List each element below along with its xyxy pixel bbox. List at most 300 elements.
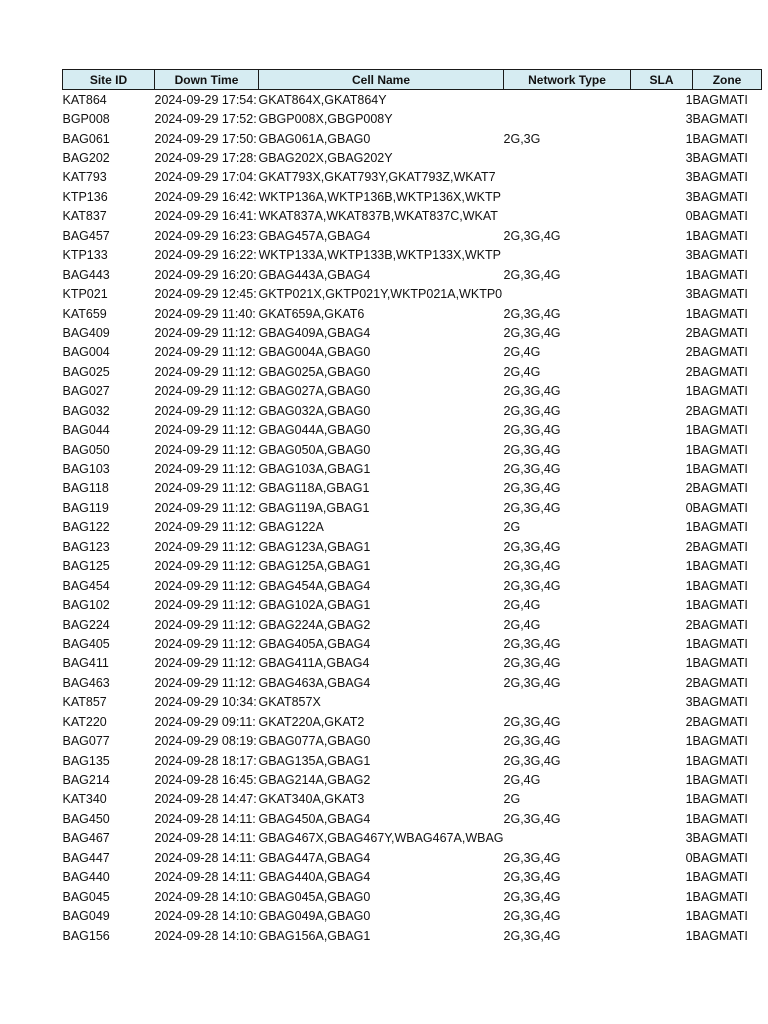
network-type-cell <box>504 246 631 265</box>
cell-name-cell: GBAG119A,GBAG1 <box>258 500 370 515</box>
sla-cell: 0 <box>685 209 693 224</box>
table-row <box>63 382 762 401</box>
down-time-cell: 2024-09-29 11:12: <box>154 520 256 535</box>
table-row <box>63 673 762 692</box>
site-id-cell: BAG118 <box>62 481 109 496</box>
sla-cell: 3 <box>685 151 693 166</box>
sla-cell: 1 <box>685 306 693 321</box>
network-type-cell: 2G,3G,4G <box>503 500 561 515</box>
cell-name-cell: GBAG409A,GBAG4 <box>258 325 371 340</box>
network-type-cell: 2G,3G,4G <box>503 228 561 243</box>
header-network-type: Network Type <box>504 70 631 90</box>
zone-cell: BAGMATI <box>692 267 748 282</box>
site-id-cell: BAG202 <box>62 151 110 166</box>
down-time-cell: 2024-09-28 14:10: <box>154 928 257 943</box>
network-type-cell <box>504 187 631 206</box>
site-id-cell: BAG440 <box>62 870 110 885</box>
down-time-cell: 2024-09-29 17:50: <box>154 131 257 146</box>
sla-cell: 3 <box>685 287 693 302</box>
zone-cell: BAGMATI <box>692 325 748 340</box>
down-time-cell: 2024-09-29 11:12: <box>154 656 256 671</box>
zone-cell: BAGMATI <box>692 909 748 924</box>
zone-cell: BAGMATI <box>692 423 748 438</box>
sla-cell: 0 <box>685 850 693 865</box>
table-row <box>63 187 762 206</box>
down-time-cell: 2024-09-29 11:12: <box>154 617 256 632</box>
table-row <box>63 479 762 498</box>
table-row <box>63 168 762 187</box>
cell-name-cell: GBAG027A,GBAG0 <box>258 384 371 399</box>
sla-cell: 3 <box>685 189 693 204</box>
table-row <box>63 595 762 614</box>
table-row <box>63 751 762 770</box>
down-time-cell: 2024-09-29 11:12: <box>154 559 256 574</box>
sla-cell: 1 <box>685 131 693 146</box>
sla-cell: 0 <box>685 500 693 515</box>
cell-name-cell: GKAT857X <box>258 695 321 710</box>
zone-cell: BAGMATI <box>692 92 748 107</box>
table-row <box>63 848 762 867</box>
cell-name-cell: GBAG004A,GBAG0 <box>258 345 371 360</box>
table-row <box>63 304 762 323</box>
site-id-cell: BAG409 <box>62 325 110 340</box>
cell-name-cell: GBAG025A,GBAG0 <box>258 364 371 379</box>
table-row <box>63 498 762 517</box>
table-row <box>63 868 762 887</box>
down-time-cell: 2024-09-28 14:10: <box>154 909 257 924</box>
cell-name-cell: GBAG443A,GBAG4 <box>258 267 371 282</box>
zone-cell: BAGMATI <box>692 500 748 515</box>
site-id-cell: BAG125 <box>62 559 110 574</box>
site-id-cell: BAG214 <box>62 773 110 788</box>
sla-cell: 1 <box>685 773 693 788</box>
table-row <box>63 401 762 420</box>
zone-cell: BAGMATI <box>692 170 748 185</box>
site-id-cell: BAG454 <box>62 578 110 593</box>
zone-cell: BAGMATI <box>692 442 748 457</box>
network-type-cell: 2G,3G,4G <box>503 889 561 904</box>
sla-cell: 1 <box>685 656 693 671</box>
header-sla: SLA <box>631 70 693 90</box>
sla-cell: 3 <box>685 695 693 710</box>
down-time-cell: 2024-09-29 11:12: <box>154 384 256 399</box>
sla-cell: 1 <box>685 636 693 651</box>
sla-cell: 1 <box>685 578 693 593</box>
down-time-cell: 2024-09-29 11:40: <box>154 306 256 321</box>
down-time-cell: 2024-09-29 17:28: <box>154 151 257 166</box>
table-row <box>63 654 762 673</box>
sla-cell: 1 <box>685 228 693 243</box>
table-row <box>63 906 762 925</box>
zone-cell: BAGMATI <box>692 520 748 535</box>
down-time-cell: 2024-09-29 16:42: <box>154 189 257 204</box>
cell-name-cell: GKTP021X,GKTP021Y,WKTP021A,WKTP0 <box>258 287 503 302</box>
network-type-cell: 2G,3G,4G <box>503 578 561 593</box>
sla-cell: 1 <box>685 753 693 768</box>
zone-cell: BAGMATI <box>692 209 748 224</box>
site-id-cell: BAG077 <box>62 734 110 749</box>
site-id-cell: BAG443 <box>62 267 110 282</box>
cell-name-cell: GKAT340A,GKAT3 <box>258 792 365 807</box>
table-row <box>63 265 762 284</box>
down-time-cell: 2024-09-29 11:12: <box>154 423 256 438</box>
site-id-cell: BAG103 <box>62 462 110 477</box>
site-id-cell: KAT864 <box>62 92 107 107</box>
table-row <box>63 323 762 342</box>
cell-name-cell: GBAG049A,GBAG0 <box>258 909 371 924</box>
cell-name-cell: GBAG202X,GBAG202Y <box>258 151 393 166</box>
site-id-cell: KAT837 <box>62 209 107 224</box>
zone-cell: BAGMATI <box>692 714 748 729</box>
site-id-cell: BGP008 <box>62 112 110 127</box>
zone-cell: BAGMATI <box>692 345 748 360</box>
network-type-cell: 2G,3G,4G <box>503 403 561 418</box>
cell-name-cell: GBAG103A,GBAG1 <box>258 462 371 477</box>
zone-cell: BAGMATI <box>692 792 748 807</box>
down-time-cell: 2024-09-29 08:19: <box>154 734 257 749</box>
sla-cell: 1 <box>685 442 693 457</box>
table-row <box>63 926 762 945</box>
down-time-cell: 2024-09-28 18:17: <box>154 753 257 768</box>
cell-name-cell: GBAG156A,GBAG1 <box>258 928 371 943</box>
site-id-cell: BAG405 <box>62 636 110 651</box>
zone-cell: BAGMATI <box>692 598 748 613</box>
sla-cell: 3 <box>685 170 693 185</box>
site-id-cell: BAG025 <box>62 364 110 379</box>
site-id-cell: KAT220 <box>62 714 107 729</box>
network-type-cell: 2G,3G,4G <box>503 559 561 574</box>
sla-cell: 1 <box>685 559 693 574</box>
network-type-cell: 2G,3G,4G <box>503 267 561 282</box>
down-time-cell: 2024-09-28 16:45: <box>154 773 257 788</box>
network-type-cell <box>504 90 631 110</box>
site-id-cell: BAG050 <box>62 442 110 457</box>
table-row <box>63 615 762 634</box>
zone-cell: BAGMATI <box>692 306 748 321</box>
down-time-cell: 2024-09-29 11:12: <box>154 325 256 340</box>
down-time-cell: 2024-09-29 16:41: <box>154 209 257 224</box>
sla-cell: 1 <box>685 520 693 535</box>
cell-name-cell: GBAG077A,GBAG0 <box>258 734 371 749</box>
site-id-cell: KAT793 <box>62 170 107 185</box>
down-time-cell: 2024-09-28 14:10: <box>154 889 257 904</box>
cell-name-cell: GBAG125A,GBAG1 <box>258 559 371 574</box>
table-row <box>63 207 762 226</box>
site-id-cell: BAG411 <box>62 656 109 671</box>
cell-name-cell: WKTP136A,WKTP136B,WKTP136X,WKTP <box>258 189 501 204</box>
sla-cell: 1 <box>685 462 693 477</box>
sla-cell: 2 <box>685 617 693 632</box>
table-row <box>63 343 762 362</box>
site-id-cell: KAT857 <box>62 695 107 710</box>
table-row <box>63 693 762 712</box>
site-id-cell: BAG156 <box>62 928 110 943</box>
network-type-cell: 2G,3G,4G <box>503 909 561 924</box>
cell-name-cell: GBAG118A,GBAG1 <box>258 481 370 496</box>
network-type-cell: 2G,3G,4G <box>503 675 561 690</box>
site-id-cell: BAG119 <box>62 500 109 515</box>
table-row <box>63 537 762 556</box>
network-type-cell: 2G,3G,4G <box>503 636 561 651</box>
sla-cell: 2 <box>685 481 693 496</box>
cell-name-cell: GKAT864X,GKAT864Y <box>258 92 387 107</box>
down-time-cell: 2024-09-29 10:34: <box>154 695 257 710</box>
table-row <box>63 420 762 439</box>
zone-cell: BAGMATI <box>692 617 748 632</box>
cell-name-cell: WKAT837A,WKAT837B,WKAT837C,WKAT <box>258 209 498 224</box>
cell-name-cell: GBAG454A,GBAG4 <box>258 578 371 593</box>
zone-cell: BAGMATI <box>692 539 748 554</box>
zone-cell: BAGMATI <box>692 403 748 418</box>
network-type-cell: 2G,4G <box>503 773 541 788</box>
cell-name-cell: GBAG102A,GBAG1 <box>258 598 371 613</box>
network-type-cell <box>504 148 631 167</box>
zone-cell: BAGMATI <box>692 481 748 496</box>
table-row <box>63 829 762 848</box>
cell-name-cell: GBAG467X,GBAG467Y,WBAG467A,WBAG <box>258 831 504 846</box>
table-row <box>63 284 762 303</box>
zone-cell: BAGMATI <box>692 889 748 904</box>
zone-cell: BAGMATI <box>692 112 748 127</box>
down-time-cell: 2024-09-29 11:12: <box>154 442 256 457</box>
site-id-cell: KTP021 <box>62 287 108 302</box>
network-type-cell: 2G,3G,4G <box>503 442 561 457</box>
table-row <box>63 148 762 167</box>
network-type-cell <box>504 207 631 226</box>
zone-cell: BAGMATI <box>692 870 748 885</box>
cell-name-cell: GBAG061A,GBAG0 <box>258 131 371 146</box>
cell-name-cell: GBAG457A,GBAG4 <box>258 228 371 243</box>
network-type-cell: 2G,3G,4G <box>503 423 561 438</box>
cell-name-cell: GBAG463A,GBAG4 <box>258 675 371 690</box>
cell-name-cell: GKAT220A,GKAT2 <box>258 714 365 729</box>
network-type-cell: 2G,3G,4G <box>503 539 561 554</box>
site-id-cell: BAG045 <box>62 889 110 904</box>
network-type-cell: 2G,3G,4G <box>503 870 561 885</box>
down-time-cell: 2024-09-28 14:11: <box>154 811 256 826</box>
table-row <box>63 90 762 110</box>
network-type-cell: 2G,4G <box>503 617 541 632</box>
site-id-cell: BAG463 <box>62 675 110 690</box>
network-type-cell: 2G,3G,4G <box>503 384 561 399</box>
zone-cell: BAGMATI <box>692 578 748 593</box>
sla-cell: 2 <box>685 325 693 340</box>
zone-cell: BAGMATI <box>692 248 748 263</box>
network-type-cell: 2G,3G,4G <box>503 306 561 321</box>
down-time-cell: 2024-09-29 11:12: <box>154 636 256 651</box>
down-time-cell: 2024-09-29 11:12: <box>154 403 256 418</box>
network-type-cell <box>504 284 631 303</box>
cell-name-cell: GBGP008X,GBGP008Y <box>258 112 393 127</box>
table-row <box>63 731 762 750</box>
network-type-cell: 2G,4G <box>503 364 541 379</box>
table-row <box>63 226 762 245</box>
down-time-cell: 2024-09-28 14:11: <box>154 870 256 885</box>
zone-cell: BAGMATI <box>692 462 748 477</box>
network-type-cell: 2G,3G,4G <box>503 325 561 340</box>
zone-cell: BAGMATI <box>692 364 748 379</box>
site-id-cell: KAT659 <box>62 306 107 321</box>
down-time-cell: 2024-09-29 11:12: <box>154 462 256 477</box>
table-row <box>63 557 762 576</box>
down-time-cell: 2024-09-29 16:20: <box>154 267 257 282</box>
table-row <box>63 109 762 128</box>
header-cell-name: Cell Name <box>259 70 504 90</box>
cell-name-cell: GBAG224A,GBAG2 <box>258 617 371 632</box>
down-time-cell: 2024-09-29 17:04: <box>154 170 257 185</box>
cell-name-cell: GBAG405A,GBAG4 <box>258 636 371 651</box>
table-row <box>63 887 762 906</box>
sla-cell: 1 <box>685 870 693 885</box>
sla-cell: 1 <box>685 267 693 282</box>
site-id-cell: BAG123 <box>62 539 110 554</box>
zone-cell: BAGMATI <box>692 384 748 399</box>
table-row <box>63 634 762 653</box>
table-row <box>63 770 762 789</box>
zone-cell: BAGMATI <box>692 811 748 826</box>
zone-cell: BAGMATI <box>692 850 748 865</box>
network-type-cell: 2G <box>503 792 521 807</box>
cell-name-cell: GBAG135A,GBAG1 <box>258 753 371 768</box>
site-id-cell: BAG004 <box>62 345 110 360</box>
network-type-cell: 2G,4G <box>503 345 541 360</box>
network-type-cell: 2G,3G,4G <box>503 734 561 749</box>
table-row <box>63 129 762 148</box>
network-type-cell: 2G,3G,4G <box>503 850 561 865</box>
site-id-cell: BAG032 <box>62 403 110 418</box>
network-type-cell: 2G,3G,4G <box>503 811 561 826</box>
header-zone: Zone <box>693 70 762 90</box>
down-time-cell: 2024-09-29 16:23: <box>154 228 257 243</box>
cell-name-cell: GBAG440A,GBAG4 <box>258 870 371 885</box>
site-id-cell: BAG447 <box>62 850 110 865</box>
down-time-cell: 2024-09-29 11:12: <box>154 345 256 360</box>
site-id-cell: BAG061 <box>62 131 110 146</box>
down-time-cell: 2024-09-28 14:11: <box>154 831 256 846</box>
network-type-cell: 2G,3G <box>503 131 541 146</box>
down-time-cell: 2024-09-29 11:12: <box>154 598 256 613</box>
down-time-cell: 2024-09-29 11:12: <box>154 500 256 515</box>
sla-cell: 2 <box>685 714 693 729</box>
cell-name-cell: GBAG123A,GBAG1 <box>258 539 371 554</box>
network-type-cell: 2G,3G,4G <box>503 481 561 496</box>
table-row <box>63 246 762 265</box>
cell-name-cell: GBAG050A,GBAG0 <box>258 442 371 457</box>
cell-name-cell: GBAG045A,GBAG0 <box>258 889 371 904</box>
sla-cell: 2 <box>685 403 693 418</box>
zone-cell: BAGMATI <box>692 753 748 768</box>
table-row <box>63 809 762 828</box>
down-time-cell: 2024-09-28 14:47: <box>154 792 257 807</box>
zone-cell: BAGMATI <box>692 559 748 574</box>
down-time-cell: 2024-09-29 12:45: <box>154 287 257 302</box>
cell-name-cell: GBAG214A,GBAG2 <box>258 773 371 788</box>
zone-cell: BAGMATI <box>692 131 748 146</box>
site-id-cell: BAG224 <box>62 617 110 632</box>
cell-name-cell: GBAG450A,GBAG4 <box>258 811 371 826</box>
network-type-cell <box>504 829 631 848</box>
sla-cell: 1 <box>685 384 693 399</box>
network-type-cell: 2G,3G,4G <box>503 928 561 943</box>
site-id-cell: BAG049 <box>62 909 110 924</box>
sla-cell: 2 <box>685 345 693 360</box>
header-down-time: Down Time <box>155 70 259 90</box>
site-id-cell: BAG102 <box>62 598 110 613</box>
zone-cell: BAGMATI <box>692 734 748 749</box>
site-id-cell: BAG450 <box>62 811 110 826</box>
site-id-cell: BAG457 <box>62 228 110 243</box>
down-time-cell: 2024-09-29 11:12: <box>154 675 256 690</box>
sla-cell: 2 <box>685 364 693 379</box>
down-time-cell: 2024-09-29 11:12: <box>154 364 256 379</box>
down-time-cell: 2024-09-28 14:11: <box>154 850 256 865</box>
network-type-cell <box>504 109 631 128</box>
sla-cell: 3 <box>685 112 693 127</box>
network-type-cell: 2G,3G,4G <box>503 714 561 729</box>
zone-cell: BAGMATI <box>692 636 748 651</box>
sla-cell: 1 <box>685 423 693 438</box>
site-id-cell: BAG027 <box>62 384 110 399</box>
site-id-cell: BAG467 <box>62 831 110 846</box>
network-type-cell <box>504 168 631 187</box>
site-id-cell: BAG044 <box>62 423 110 438</box>
cell-name-cell: WKTP133A,WKTP133B,WKTP133X,WKTP <box>258 248 501 263</box>
site-id-cell: BAG135 <box>62 753 110 768</box>
down-time-cell: 2024-09-29 17:54: <box>154 92 257 107</box>
table-row <box>63 362 762 381</box>
zone-cell: BAGMATI <box>692 695 748 710</box>
sla-cell: 1 <box>685 792 693 807</box>
table-row <box>63 459 762 478</box>
sla-cell: 1 <box>685 928 693 943</box>
table-row <box>63 790 762 809</box>
network-type-cell: 2G,4G <box>503 598 541 613</box>
zone-cell: BAGMATI <box>692 773 748 788</box>
header-row <box>63 70 762 90</box>
down-time-cell: 2024-09-29 17:52: <box>154 112 257 127</box>
table-row <box>63 576 762 595</box>
cell-name-cell: GBAG044A,GBAG0 <box>258 423 371 438</box>
zone-cell: BAGMATI <box>692 656 748 671</box>
site-id-cell: KTP133 <box>62 248 108 263</box>
data-table <box>62 69 762 945</box>
cell-name-cell: GBAG032A,GBAG0 <box>258 403 371 418</box>
cell-name-cell: GKAT659A,GKAT6 <box>258 306 365 321</box>
sla-cell: 2 <box>685 539 693 554</box>
sla-cell: 1 <box>685 811 693 826</box>
down-time-cell: 2024-09-29 11:12: <box>154 539 256 554</box>
sla-cell: 1 <box>685 734 693 749</box>
down-time-cell: 2024-09-29 09:11: <box>154 714 256 729</box>
cell-name-cell: GKAT793X,GKAT793Y,GKAT793Z,WKAT7 <box>258 170 496 185</box>
network-type-cell: 2G,3G,4G <box>503 462 561 477</box>
table-row <box>63 518 762 537</box>
sla-cell: 1 <box>685 598 693 613</box>
site-id-cell: BAG122 <box>62 520 110 535</box>
zone-cell: BAGMATI <box>692 831 748 846</box>
network-type-cell <box>504 693 631 712</box>
down-time-cell: 2024-09-29 16:22: <box>154 248 257 263</box>
down-time-cell: 2024-09-29 11:12: <box>154 578 256 593</box>
site-id-cell: KTP136 <box>62 189 108 204</box>
sla-cell: 2 <box>685 675 693 690</box>
zone-cell: BAGMATI <box>692 287 748 302</box>
sla-cell: 1 <box>685 92 693 107</box>
cell-name-cell: GBAG122A <box>258 520 324 535</box>
sla-cell: 3 <box>685 248 693 263</box>
network-type-cell: 2G <box>503 520 521 535</box>
sla-cell: 3 <box>685 831 693 846</box>
